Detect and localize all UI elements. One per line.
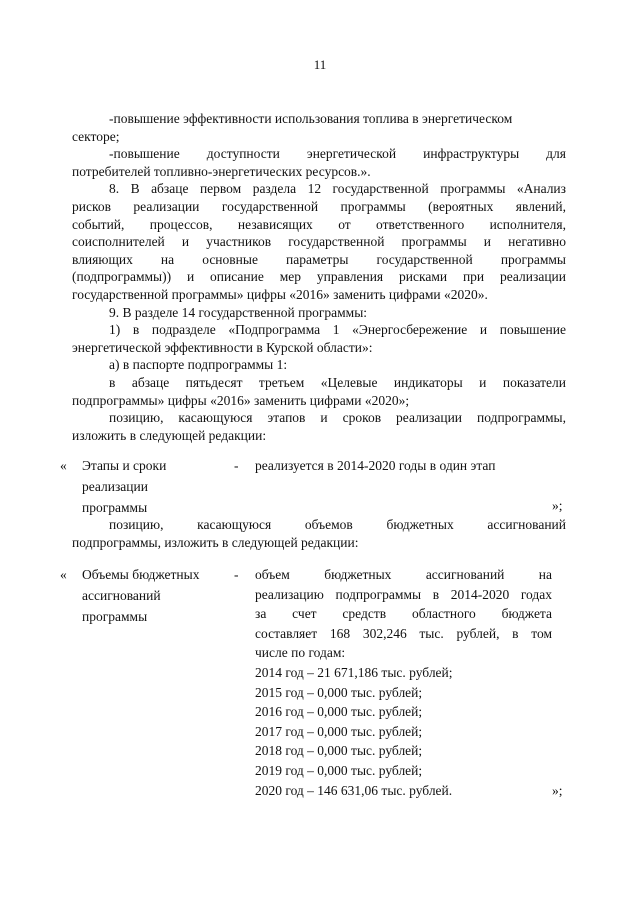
paragraph-line: потребителей топливно-энергетических ресурсов.». (72, 163, 371, 179)
paragraph-line: а) в паспорте подпрограммы 1: (109, 357, 288, 373)
paragraph-line: изложить в следующей редакции: (72, 427, 267, 443)
paragraph-line: событий, процессов, независящих от ответственного исполнителя, (72, 216, 566, 232)
table-label-line: ассигнований (82, 588, 161, 603)
paragraph-line: в абзаце пятьдесят третьем «Целевые индикаторы и показатели (109, 375, 566, 390)
table-dash: - (234, 567, 239, 582)
table-value: реализуется в 2014-2020 годы в один этап (255, 458, 496, 473)
budget-line: за счет средств областного бюджета (255, 606, 552, 622)
budget-line: 2019 год – 0,000 тыс. рублей; (255, 763, 423, 778)
paragraph-line: подпрограммы» цифры «2016» заменить цифрами «2020»; (72, 392, 410, 408)
paragraph-line: влияющих на основные параметры государственной программы (72, 251, 566, 267)
paragraph-line: 8. В абзаце первом раздела 12 государственной программы «Анализ (109, 181, 566, 197)
paragraph-line: подпрограммы, изложить в следующей редакции: (72, 534, 359, 550)
paragraph-line: рисков реализации государственной программы (вероятных явлений, (72, 199, 566, 214)
budget-line: составляет 168 302,246 тыс. рублей, в том (255, 625, 552, 641)
open-quote: « (60, 458, 67, 473)
table-label-line: Этапы и сроки (82, 458, 167, 473)
close-quote: »; (552, 498, 563, 513)
paragraph-line: позицию, касающуюся объемов бюджетных ассигнований (109, 517, 566, 532)
paragraph-line: 1) в подразделе «Подпрограмма 1 «Энергосбережение и повышение (109, 322, 566, 338)
close-quote: »; (552, 783, 563, 798)
open-quote: « (60, 567, 67, 582)
budget-line: объем бюджетных ассигнований на (255, 567, 552, 582)
budget-line: 2015 год – 0,000 тыс. рублей; (255, 684, 423, 700)
budget-line: 2018 год – 0,000 тыс. рублей; (255, 743, 423, 759)
paragraph-line: соисполнителей и участников государственной программы и негативно (72, 234, 566, 250)
table-label-line: реализации (82, 479, 148, 494)
budget-line: реализацию подпрограммы в 2014-2020 годах (255, 586, 552, 602)
budget-line: 2017 год – 0,000 тыс. рублей; (255, 723, 423, 739)
table-dash: - (234, 458, 239, 473)
table-label-line: программы (82, 609, 148, 624)
paragraph-line: энергетической эффективности в Курской области»: (72, 339, 373, 355)
page-number: 11 (313, 57, 327, 72)
paragraph-line: позицию, касающуюся этапов и сроков реализации подпрограммы, (109, 410, 566, 426)
budget-line: числе по годам: (255, 645, 346, 661)
table-label-line: программы (82, 500, 148, 515)
paragraph-line: государственной программы» цифры «2016» заменить цифрами «2020». (72, 287, 488, 302)
table-label-line: Объемы бюджетных (82, 567, 200, 582)
paragraph-line: -повышение доступности энергетической инфраструктуры для (109, 146, 566, 162)
budget-line: 2014 год – 21 671,186 тыс. рублей; (255, 665, 453, 680)
paragraph-line: 9. В разделе 14 государственной программы: (109, 304, 368, 320)
paragraph-line: (подпрограммы)) и описание мер управления рисками при реализации (72, 269, 566, 285)
budget-line: 2020 год – 146 631,06 тыс. рублей. (255, 782, 453, 798)
paragraph-line: -повышение эффективности использования топлива в энергетическом (109, 111, 513, 126)
paragraph-line: секторе; (72, 128, 120, 144)
budget-line: 2016 год – 0,000 тыс. рублей; (255, 704, 423, 720)
